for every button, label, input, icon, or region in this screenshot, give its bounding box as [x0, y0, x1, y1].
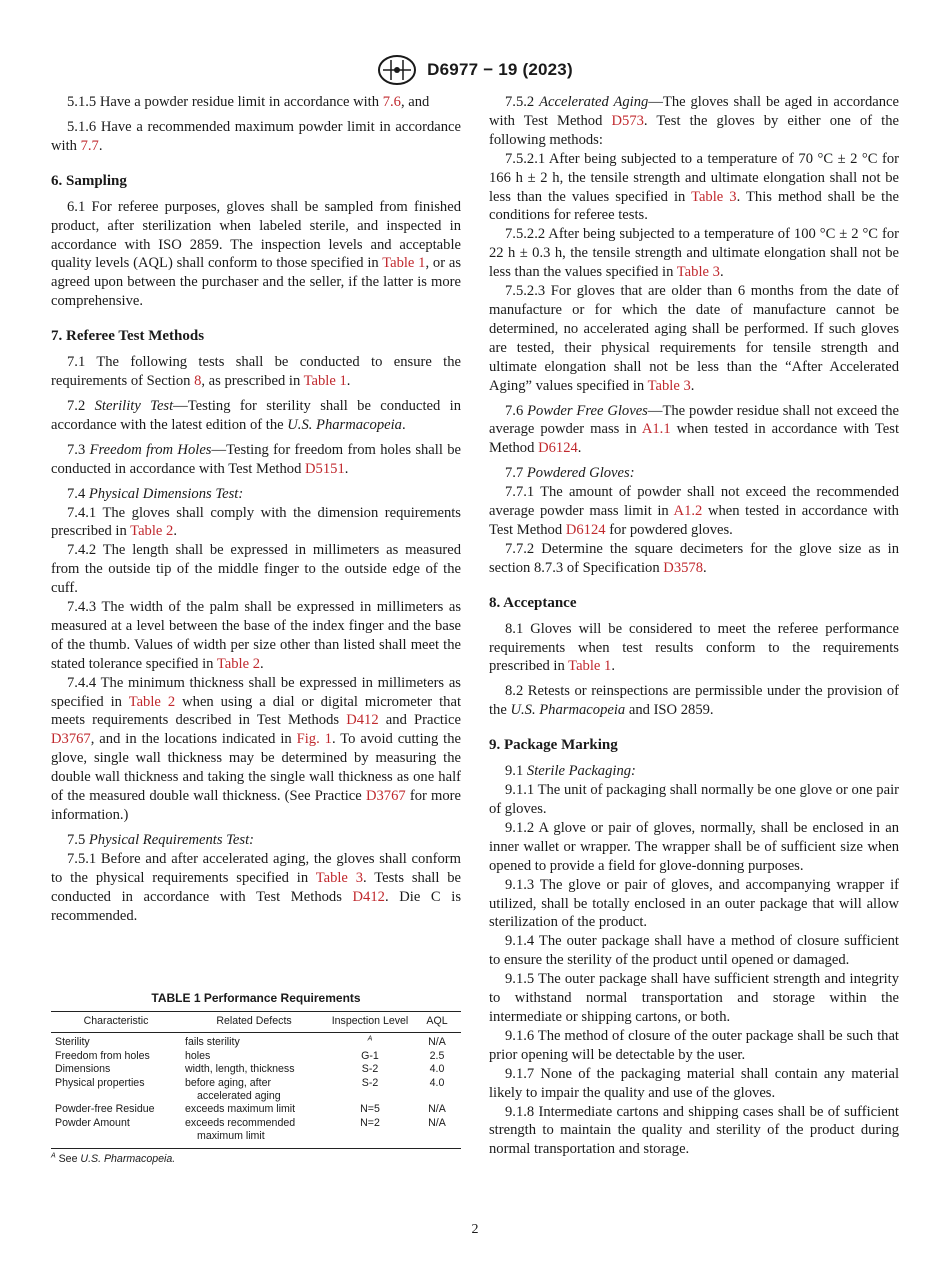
- link-d3767[interactable]: D3767: [51, 731, 91, 748]
- cell-aql: N/A: [428, 1036, 446, 1049]
- cell-level: G-1: [361, 1049, 379, 1062]
- cell-aql: N/A: [413, 1117, 461, 1148]
- link-fig-1[interactable]: Fig. 1: [296, 731, 332, 748]
- table-header-row: [51, 1012, 461, 1033]
- footnote-mark: A: [367, 1035, 373, 1043]
- col-header-aql: AQL: [413, 1012, 461, 1033]
- para-7-4-3: 7.4.3 The width of the palm shall be expressed in millimeters as measured at a level between the base of the index finger and the base of the thumb. Values of width per size other than listed shall meet the stated tolerance specified in Table 2.: [51, 599, 461, 672]
- link-table-2[interactable]: Table 2: [128, 693, 176, 710]
- para-9-1-4: 9.1.4 The outer package shall have a method of closure sufficient to ensure the sterility of the product until opened or damaged.: [489, 933, 899, 969]
- cell-characteristic: Powder-free Residue: [55, 1103, 155, 1116]
- section-heading-package-marking: 9. Package Marking: [489, 737, 618, 754]
- cell-defects: before aging, after accelerated aging: [185, 1076, 281, 1103]
- cell-defects: exceeds recommended maximum limit: [181, 1117, 327, 1148]
- link-table-2[interactable]: Table 2: [130, 523, 174, 540]
- link-section-8[interactable]: 8: [194, 373, 202, 390]
- para-7-7-1: 7.7.1 The amount of powder shall not exceed the recommended average powder mass limit in A1.2 when tested in accordance with Test Method D6124 for powdered gloves.: [489, 484, 899, 538]
- link-7-7[interactable]: 7.7: [80, 137, 99, 154]
- link-table-3[interactable]: Table 3: [691, 188, 737, 205]
- para-9-1-2: 9.1.2 A glove or pair of gloves, normally, shall be enclosed in an inner wallet or wrapper. The wrapper shall be of sufficient size when opened to provide a field for glove-donning purposes.: [489, 819, 899, 874]
- para-7-5-1: 7.5.1 Before and after accelerated aging, the gloves shall conform to the physical requirements specified in Table 3. Tests shall be conducted in accordance with Test Methods D412. Die C is recommended.: [51, 850, 462, 924]
- para-7-5-2-2: 7.5.2.2 After being subjected to a temperature of 100 °C ± 2 °C for 22 h ± 0.3 h, the tensile strength and ultimate elongation shall not be less than the values specified in Table 3.: [489, 226, 899, 281]
- right-column: [489, 93, 899, 1159]
- section-heading-sampling: 6. Sampling: [51, 172, 127, 189]
- performance-table: [51, 1011, 461, 1149]
- cell-level: S-2: [361, 1076, 379, 1089]
- table-footnote: $^A$ See U.S. Pharmacopeia.: [51, 1152, 176, 1165]
- cell-aql: 4.0: [429, 1076, 445, 1089]
- para-9-1-3: 9.1.3 The glove or pair of gloves, and accompanying wrapper if utilized, shall be totally enclosed in an outer package that will allow sterilization of the product.: [489, 876, 899, 931]
- link-d573[interactable]: D573: [611, 112, 644, 129]
- para-7-4-2: 7.4.2 The length shall be expressed in millimeters as measured from the outside tip of the middle finger to the outside edge of the cuff.: [51, 542, 461, 597]
- para-8-1: 8.1 Gloves will be considered to meet the referee performance requirements when test results conform to the requirements prescribed in Table 1.: [489, 620, 899, 675]
- cell-level: S-2: [361, 1063, 379, 1076]
- cell-characteristic: Physical properties: [55, 1076, 145, 1089]
- document-id: D6977 − 19 (2023): [427, 60, 573, 79]
- para-7-6: 7.6 Powder Free Gloves—The powder residue shall not exceed the average powder mass in A1.1 when tested in accordance with Test Method D6124.: [489, 402, 899, 457]
- cell-defects: exceeds maximum limit: [185, 1103, 296, 1116]
- link-d5151[interactable]: D5151: [305, 460, 345, 477]
- cell-aql: 4.0: [429, 1063, 445, 1076]
- table-row: [51, 1103, 461, 1116]
- para-9-1-8: 9.1.8 Intermediate cartons and shipping cases shall be of sufficient strength to maintain the quality and sterility of the product during normal transportation and storage.: [489, 1103, 899, 1158]
- link-7-6[interactable]: 7.6: [382, 94, 401, 110]
- link-table-1[interactable]: Table 1: [303, 373, 347, 390]
- para-7-1: 7.1 The following tests shall be conducted to ensure the requirements of Section 8, as prescribed in Table 1.: [51, 354, 461, 390]
- cell-defects: width, length, thickness: [185, 1063, 295, 1076]
- astm-logo-icon: [377, 54, 417, 86]
- para-7-3: 7.3 Freedom from Holes—Testing for freedom from holes shall be conducted in accordance with Test Method D5151.: [51, 441, 462, 477]
- table-row: [51, 1050, 461, 1063]
- para-7-5: 7.5 Physical Requirements Test:: [67, 831, 254, 848]
- col-header-related-defects: Related Defects: [181, 1012, 327, 1033]
- left-column: [51, 93, 461, 925]
- link-table-1[interactable]: Table 1: [568, 658, 612, 675]
- para-7-5-2-3: 7.5.2.3 For gloves that are older than 6 months from the date of manufacture or for which the date of manufacture cannot be determined, no accelerated aging shall be performed. If such gloves are tested, their physical requirements for tensile strength and ultimate elongation shall not be less than the “After Accelerated Aging” values specified in Table 3.: [489, 283, 899, 394]
- table-row: [51, 1063, 461, 1076]
- para-8-2: 8.2 Retests or reinspections are permissible under the provision of the U.S. Pharmacopeia and ISO 2859.: [489, 683, 899, 719]
- link-table-3[interactable]: Table 3: [676, 264, 720, 281]
- para-9-1-5: 9.1.5 The outer package shall have sufficient strength and integrity to withstand normal transportation and storage within the intermediate or shipping cartons, or both.: [489, 971, 899, 1025]
- para-9-1-6: 9.1.6 The method of closure of the outer package shall be such that prior opening will be detectable by the user.: [489, 1027, 899, 1063]
- cell-aql: N/A: [428, 1103, 446, 1116]
- col-header-inspection-level: Inspection Level: [327, 1012, 413, 1033]
- section-heading-acceptance: 8. Acceptance: [489, 594, 577, 611]
- para-9-1-7: 9.1.7 None of the packaging material shall contain any material likely to impair the quality and use of the gloves.: [489, 1065, 899, 1101]
- para-7-7-2: 7.7.2 Determine the square decimeters for the glove size as in section 8.7.3 of Specification D3578.: [489, 540, 899, 576]
- para-6-1: 6.1 For referee purposes, gloves shall be sampled from finished product, after sterilization when labeled sterile, and inspected in accordance with ISO 2859. The inspection levels and acceptable quality levels (AQL) shall conform to those specified in Table 1, or as agreed upon between the purchaser and the seller, if the latter is more comprehensive.: [51, 198, 461, 310]
- cell-characteristic: Freedom from holes: [55, 1049, 150, 1062]
- link-a1-2[interactable]: A1.2: [673, 503, 703, 520]
- para-7-4: 7.4 Physical Dimensions Test:: [67, 485, 244, 502]
- para-7-4-1: 7.4.1 The gloves shall comply with the dimension requirements prescribed in Table 2.: [51, 504, 461, 540]
- cell-level: [327, 1033, 413, 1050]
- para-7-5-2: 7.5.2 Accelerated Aging—The gloves shall be aged in accordance with Test Method D573. Test the gloves by either one of the following methods:: [489, 94, 899, 148]
- page-header: [0, 54, 950, 86]
- table-title: TABLE 1 Performance Requirements: [151, 991, 361, 1005]
- table-1-performance-requirements: [51, 991, 461, 1165]
- link-table-3[interactable]: Table 3: [315, 869, 364, 886]
- cell-level: N=5: [360, 1103, 380, 1116]
- cell-defects: holes: [185, 1049, 211, 1062]
- link-d3578[interactable]: D3578: [663, 559, 704, 576]
- page-number: 2: [471, 1222, 479, 1237]
- para-9-1: 9.1 Sterile Packaging:: [505, 763, 636, 780]
- cell-defects: fails sterility: [185, 1036, 240, 1049]
- cell-level: N=2: [327, 1117, 413, 1148]
- link-d6124[interactable]: D6124: [538, 440, 578, 457]
- para-7-5-2-1: 7.5.2.1 After being subjected to a temperature of 70 °C ± 2 °C for 166 h ± 2 h, the tensile strength and ultimate elongation shall not be less than the values specified in Table 3. This method shall be the conditions for referee tests.: [489, 150, 900, 224]
- para-7-2: 7.2 Sterility Test—Testing for sterility shall be conducted in accordance with the latest edition of the U.S. Pharmacopeia.: [51, 397, 461, 433]
- cell-characteristic: Dimensions: [55, 1063, 111, 1076]
- cell-characteristic: Sterility: [55, 1036, 90, 1049]
- para-5-1-5: 5.1.5 Have a powder residue limit in accordance with 7.6, and: [67, 94, 430, 110]
- link-d3767[interactable]: D3767: [365, 788, 406, 805]
- link-table-3[interactable]: Table 3: [647, 377, 691, 394]
- link-d412[interactable]: D412: [352, 888, 385, 905]
- table-row: [51, 1077, 461, 1104]
- para-5-1-6: 5.1.6 Have a recommended maximum powder limit in accordance with 7.7.: [51, 118, 461, 154]
- link-d6124[interactable]: D6124: [565, 521, 606, 538]
- link-a1-1[interactable]: A1.1: [641, 421, 671, 438]
- cell-aql: 2.5: [429, 1049, 445, 1062]
- link-table-1[interactable]: Table 1: [382, 255, 426, 272]
- para-7-4-4: 7.4.4 The minimum thickness shall be expressed in millimeters as specified in Table 2 when using a dial or digital micrometer that meets requirements described in Test Methods D412 and Practice D3767, and in the locations indicated in Fig. 1. To avoid cutting the glove, single wall thickness may be determined by measuring the double wall thickness and taking the single wall thickness as one half of the measured double wall thickness. (See Practice D3767 for more information.): [51, 674, 462, 823]
- link-table-2[interactable]: Table 2: [216, 655, 261, 672]
- cell-characteristic: Powder Amount: [51, 1117, 181, 1148]
- link-d412[interactable]: D412: [346, 712, 379, 729]
- section-heading-referee-test-methods: 7. Referee Test Methods: [51, 328, 205, 345]
- para-9-1-1: 9.1.1 The unit of packaging shall normally be one glove or one pair of gloves.: [489, 782, 899, 817]
- para-7-7: 7.7 Powdered Gloves:: [505, 465, 635, 482]
- table-row: [51, 1117, 461, 1148]
- col-header-characteristic: Characteristic: [51, 1012, 181, 1033]
- table-row: [51, 1033, 461, 1050]
